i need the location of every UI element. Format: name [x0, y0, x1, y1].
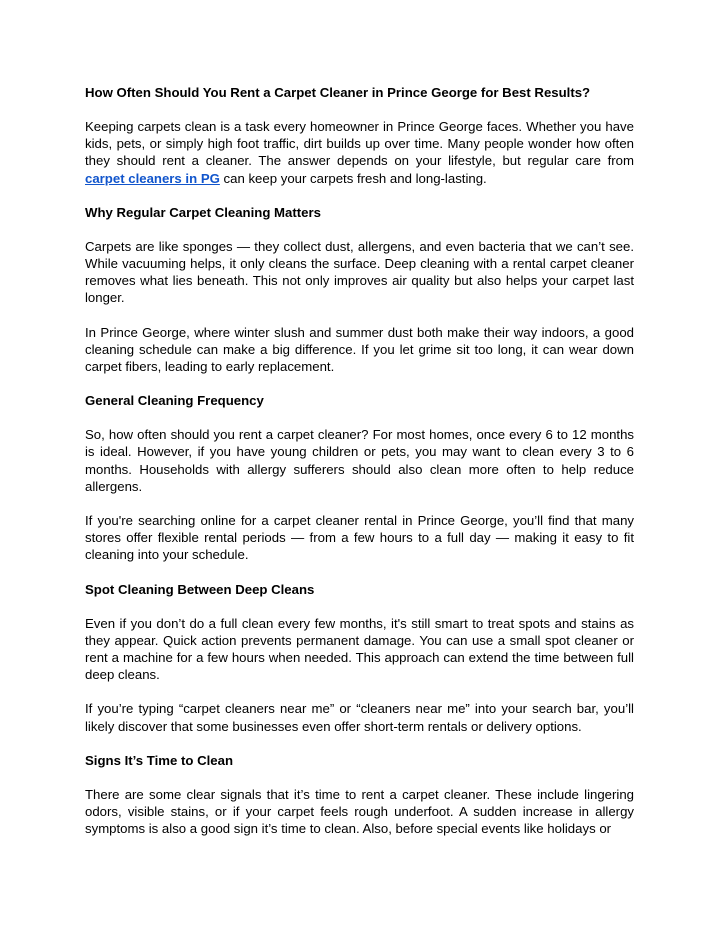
paragraph: Even if you don’t do a full clean every few months, it's still smart to treat spots and stains as they appear. Quick action prevents permanent damage. You can use a small spot cleaner or rent a machine for a few hours when needed. This approach can extend the time between full deep cleans. [85, 615, 634, 683]
section-heading-why-regular: Why Regular Carpet Cleaning Matters [85, 204, 321, 220]
paragraph: If you’re typing “carpet cleaners near me” or “cleaners near me” into your search bar, you’ll likely discover that some businesses even offer short-term rentals or delivery options. [85, 701, 634, 734]
section-heading-signs: Signs It’s Time to Clean [85, 752, 234, 768]
section-heading-frequency: General Cleaning Frequency [85, 393, 264, 409]
intro-text-before: Keeping carpets clean is a task every homeowner in Prince George faces. Whether you have kids, pets, or simply high foot traffic, dirt builds up over time. Many people wonder how often they should rent a cleaner. The answer depends on your lifestyle, but regular care from [85, 119, 634, 169]
intro-text-after: can keep your carpets fresh and long-lasting. [219, 170, 487, 186]
paragraph: There are some clear signals that it’s time to rent a carpet cleaner. These include lingering odors, visible stains, or if your carpet feels rough underfoot. A sudden increase in allergy symptoms is also a good sign it’s time to clean. Also, before special events like holidays or [85, 786, 634, 837]
article-title: How Often Should You Rent a Carpet Cleaner in Prince George for Best Results? [85, 85, 591, 100]
paragraph: Carpets are like sponges — they collect dust, allergens, and even bacteria that we can’t see. While vacuuming helps, it only cleans the surface. Deep cleaning with a rental carpet cleaner removes what lies beneath. This not only improves air quality but also helps your carpet last longer. [85, 238, 634, 306]
paragraph: So, how often should you rent a carpet cleaner? For most homes, once every 6 to 12 months is ideal. However, if you have young children or pets, you may want to clean every 3 to 6 months. Households with allergy sufferers should also clean more often to help reduce allergens. [85, 427, 634, 494]
paragraph: If you're searching online for a carpet cleaner rental in Prince George, you’ll find that many stores offer flexible rental periods — from a few hours to a full day — making it easy to fit cleaning into your schedule. [85, 513, 634, 563]
section-heading-spot-cleaning: Spot Cleaning Between Deep Cleans [85, 581, 315, 597]
intro-paragraph [85, 118, 634, 187]
paragraph: In Prince George, where winter slush and summer dust both make their way indoors, a good cleaning schedule can make a big difference. If you let grime sit too long, it can wear down carpet fibers, leading to early replacement. [85, 324, 634, 375]
carpet-cleaners-link[interactable]: carpet cleaners in PG [85, 170, 220, 186]
